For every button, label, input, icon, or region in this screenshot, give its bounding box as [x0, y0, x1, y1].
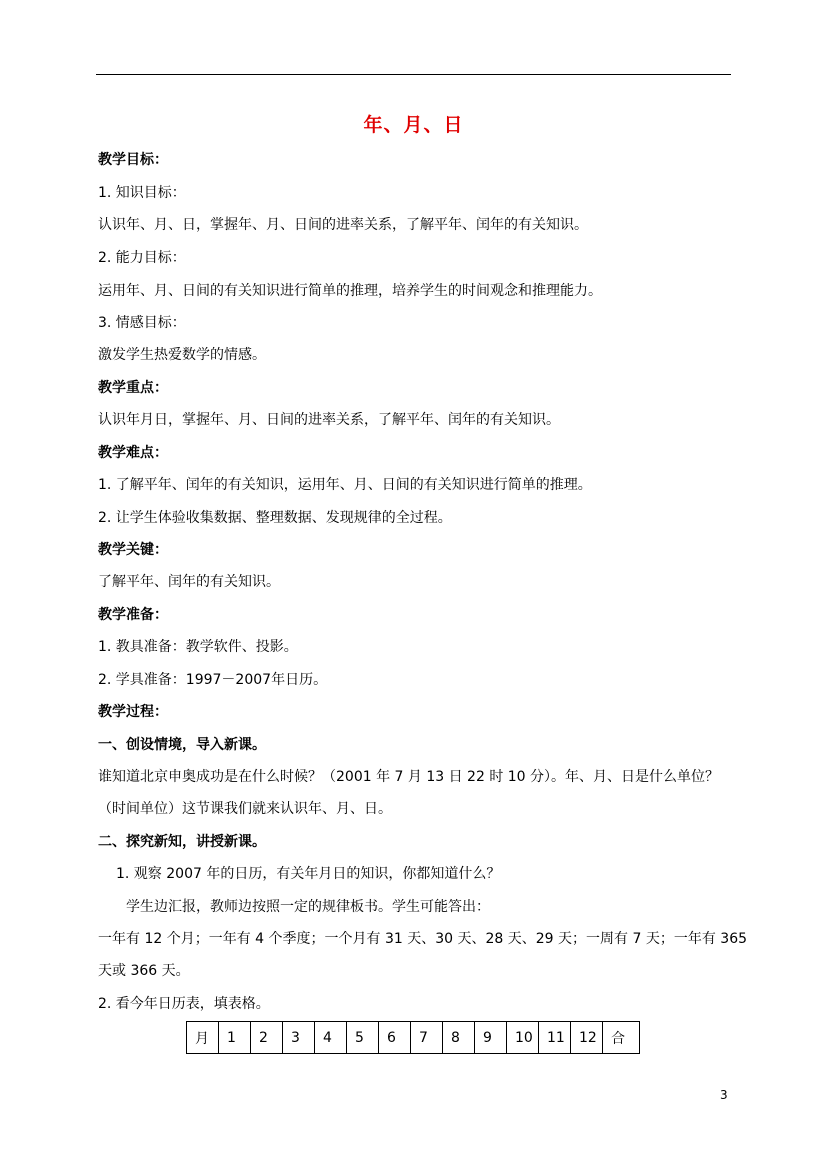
- table-cell: 12: [571, 1022, 603, 1054]
- heading-key-points: 教学重点：: [98, 380, 168, 396]
- paragraph: 激发学生热爱数学的情感。: [98, 347, 266, 363]
- paragraph: 1. 知识目标：: [98, 185, 186, 201]
- table-cell: 2: [251, 1022, 283, 1054]
- paragraph: 1. 观察 2007 年的日历，有关年月日的知识，你都知道什么？: [116, 866, 501, 882]
- heading-process: 教学过程：: [98, 704, 168, 720]
- heading-preparation: 教学准备：: [98, 607, 168, 623]
- paragraph: 谁知道北京申奥成功是在什么时候？（2001 年 7 月 13 日 22 时 10 分）。年、月、日是什么单位？: [98, 769, 720, 785]
- section-heading-2: 二、探究新知，讲授新课。: [98, 834, 266, 850]
- paragraph: 学生边汇报，教师边按照一定的规律板书。学生可能答出：: [126, 899, 490, 915]
- paragraph: 3. 情感目标：: [98, 315, 186, 331]
- paragraph: 天或 366 天。: [98, 963, 190, 979]
- paragraph: 一年有 12 个月；一年有 4 个季度；一个月有 31 天、30 天、28 天、29 天；一周有 7 天；一年有 365: [98, 931, 748, 947]
- paragraph: （时间单位）这节课我们就来认识年、月、日。: [98, 801, 392, 817]
- paragraph: 1. 教具准备：教学软件、投影。: [98, 639, 298, 655]
- paragraph: 运用年、月、日间的有关知识进行简单的推理，培养学生的时间观念和推理能力。: [98, 283, 602, 299]
- paragraph: 2. 让学生体验收集数据、整理数据、发现规律的全过程。: [98, 510, 452, 526]
- table-row: [187, 1022, 640, 1054]
- table-cell: 3: [283, 1022, 315, 1054]
- paragraph: 1. 了解平年、闰年的有关知识，运用年、月、日间的有关知识进行简单的推理。: [98, 477, 592, 493]
- paragraph: 认识年、月、日，掌握年、月、日间的进率关系，了解平年、闰年的有关知识。: [98, 217, 588, 233]
- table-cell: 月: [187, 1022, 219, 1054]
- paragraph: 2. 看今年日历表，填表格。: [98, 996, 270, 1012]
- table-cell: 1: [219, 1022, 251, 1054]
- table-cell: 7: [411, 1022, 443, 1054]
- heading-key: 教学关键：: [98, 542, 168, 558]
- heading-objectives: 教学目标：: [98, 152, 168, 168]
- month-table: [186, 1021, 640, 1054]
- table-cell: 11: [539, 1022, 571, 1054]
- table-cell: 合: [603, 1022, 640, 1054]
- paragraph: 了解平年、闰年的有关知识。: [98, 574, 280, 590]
- paragraph: 2. 能力目标：: [98, 250, 186, 266]
- table-cell: 8: [443, 1022, 475, 1054]
- table-cell: 10: [507, 1022, 539, 1054]
- page-number: 3: [720, 1088, 728, 1102]
- header-rule: [96, 74, 731, 75]
- paragraph: 认识年月日，掌握年、月、日间的进率关系，了解平年、闰年的有关知识。: [98, 412, 560, 428]
- paragraph: 2. 学具准备：1997－2007年日历。: [98, 672, 328, 688]
- table-cell: 5: [347, 1022, 379, 1054]
- table-cell: 4: [315, 1022, 347, 1054]
- table-cell: 9: [475, 1022, 507, 1054]
- table-cell: 6: [379, 1022, 411, 1054]
- page-title: 年、月、日: [363, 114, 464, 136]
- heading-difficulties: 教学难点：: [98, 445, 168, 461]
- section-heading-1: 一、创设情境，导入新课。: [98, 737, 266, 753]
